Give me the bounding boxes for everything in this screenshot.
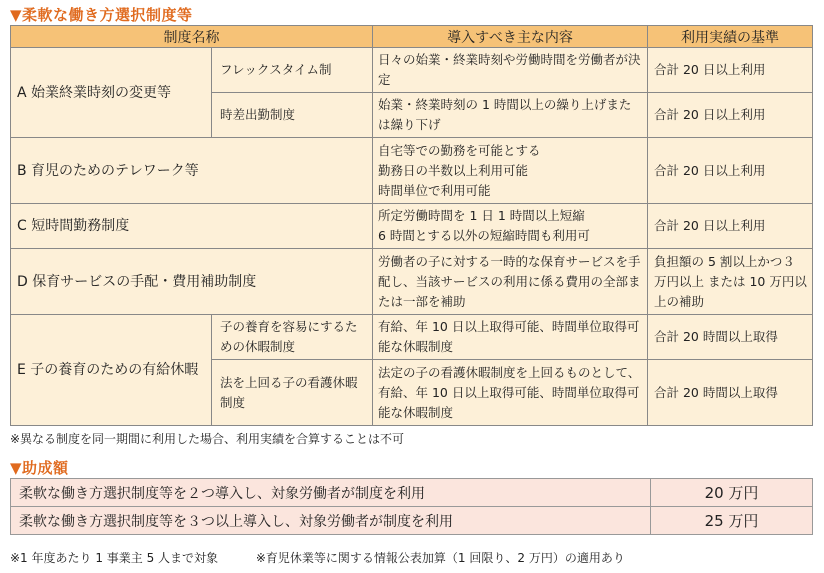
- grant-label-two: 柔軟な働き方選択制度等を２つ導入し、対象労働者が制度を利用: [11, 479, 651, 507]
- content-flextime: 日々の始業・終業時刻や労働時間を労働者が決定: [373, 48, 648, 93]
- header-content: 導入すべき主な内容: [373, 26, 648, 48]
- basis-short-hours: 合計 20 日以上利用: [648, 204, 813, 249]
- note-combined-usage: ※異なる制度を同一期間に利用した場合、利用実績を合算することは不可: [10, 432, 405, 446]
- basis-parenting-leave: 合計 20 時間以上取得: [648, 315, 813, 360]
- content-short-hours: [373, 204, 648, 249]
- sub-parenting-leave: 子の養育を容易にするための休暇制度: [212, 315, 373, 360]
- table-row: [11, 315, 813, 360]
- content-line: 時間単位で利用可能: [378, 182, 491, 198]
- table-row: [11, 138, 813, 204]
- grant-table: [10, 478, 813, 535]
- basis-flextime: 合計 20 日以上利用: [648, 48, 813, 93]
- table-row: [11, 48, 813, 93]
- header-basis: 利用実績の基準: [648, 26, 813, 48]
- content-telework: [373, 138, 648, 204]
- sub-flextime: フレックスタイム制: [212, 48, 373, 93]
- content-line: 自宅等での勤務を可能とする: [378, 142, 541, 158]
- content-childcare-service: 労働者の子に対する一時的な保育サービスを手配し、当該サービスの利用に係る費用の全部または一部を補助: [373, 249, 648, 315]
- footnotes: [10, 549, 625, 566]
- sub-staggered: 時差出勤制度: [212, 93, 373, 138]
- grant-amount-two: 20 万円: [651, 479, 813, 507]
- group-d: D 保育サービスの手配・費用補助制度: [11, 249, 373, 315]
- section-title-grant: ▼助成額: [10, 459, 69, 477]
- table-row: [11, 507, 813, 535]
- sub-nursing-leave: 法を上回る子の看護休暇制度: [212, 360, 373, 426]
- group-b: B 育児のためのテレワーク等: [11, 138, 373, 204]
- content-line: 6 時間とする以外の短縮時間も利用可: [378, 228, 590, 243]
- content-line: 勤務日の半数以上利用可能: [378, 162, 529, 178]
- basis-childcare-service: 負担額の 5 割以上かつ３万円以上 または 10 万円以上の補助: [648, 249, 813, 315]
- content-nursing-leave: 法定の子の看護休暇制度を上回るものとして、有給、年 10 日以上取得可能、時間単位取得可能な休暇制度: [373, 360, 648, 426]
- section-title-flexible-work: ▼柔軟な働き方選択制度等: [10, 6, 193, 24]
- footnote-bonus: ※育児休業等に関する情報公表加算（1 回限り、2 万円）の適用あり: [255, 551, 625, 565]
- system-table: [10, 25, 813, 426]
- table-row: [11, 249, 813, 315]
- table-row: [11, 204, 813, 249]
- grant-label-three: 柔軟な働き方選択制度等を３つ以上導入し、対象労働者が制度を利用: [11, 507, 651, 535]
- table-row: [11, 479, 813, 507]
- basis-nursing-leave: 合計 20 時間以上取得: [648, 360, 813, 426]
- grant-amount-three: 25 万円: [651, 507, 813, 535]
- basis-staggered: 合計 20 日以上利用: [648, 93, 813, 138]
- group-e: E 子の養育のための有給休暇: [11, 315, 212, 426]
- content-staggered: 始業・終業時刻の 1 時間以上の繰り上げまたは繰り下げ: [373, 93, 648, 138]
- table-header-row: [11, 26, 813, 48]
- footnote-limit: ※1 年度あたり 1 事業主 5 人まで対象: [10, 551, 219, 565]
- group-a: A 始業終業時刻の変更等: [11, 48, 212, 138]
- content-line: 所定労働時間を 1 日 1 時間以上短縮: [378, 208, 585, 223]
- group-c: C 短時間勤務制度: [11, 204, 373, 249]
- content-parenting-leave: 有給、年 10 日以上取得可能、時間単位取得可能な休暇制度: [373, 315, 648, 360]
- basis-telework: 合計 20 日以上利用: [648, 138, 813, 204]
- header-system-name: 制度名称: [11, 26, 373, 48]
